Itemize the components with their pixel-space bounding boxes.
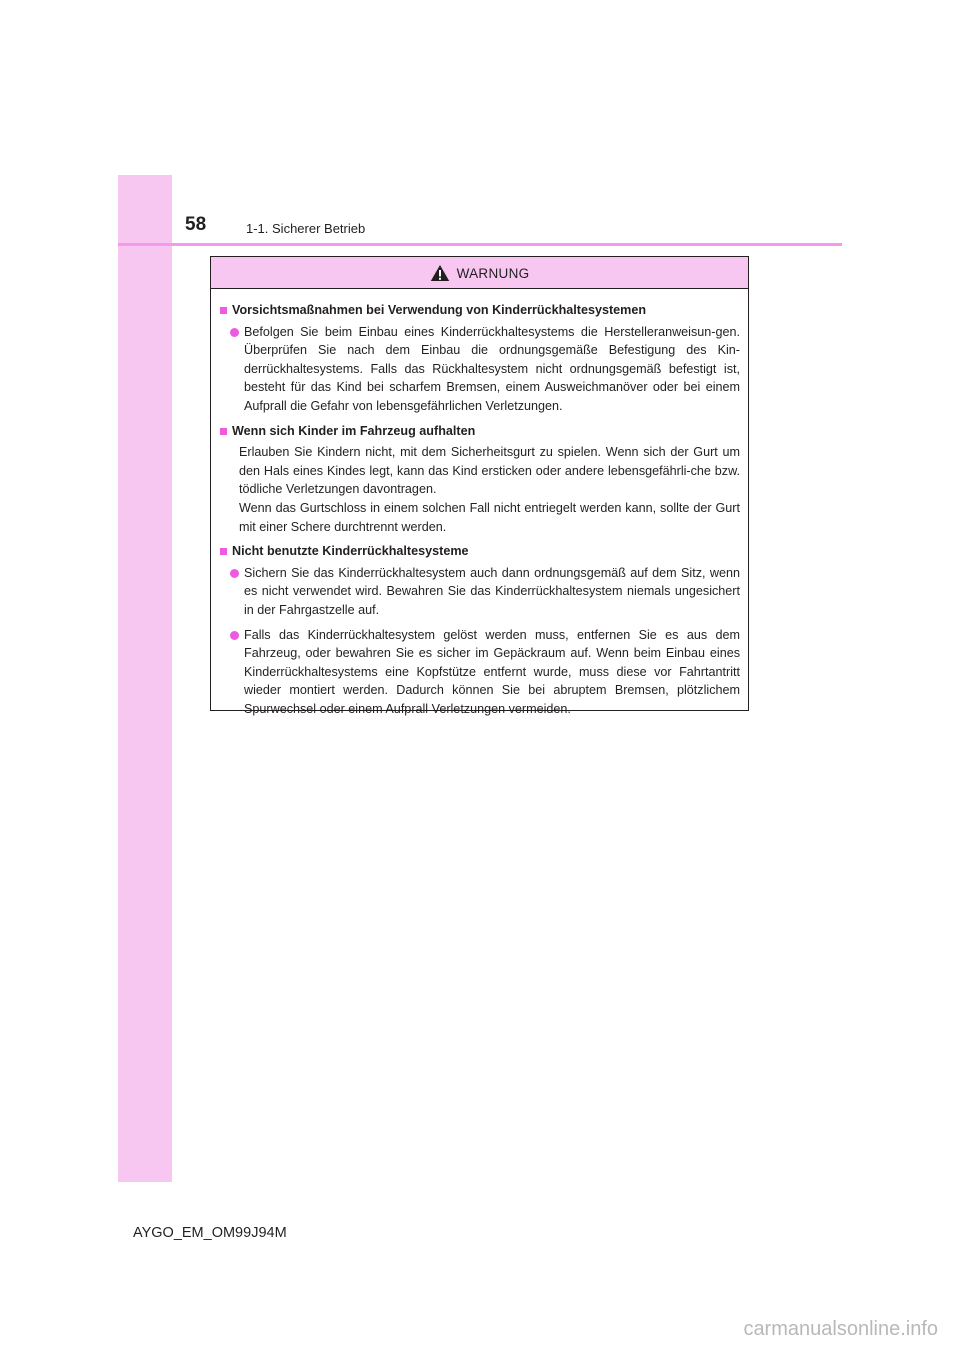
page-number: 58 [185, 214, 207, 235]
paragraph: Erlauben Sie Kindern nicht, mit dem Sicherheitsgurt zu spielen. Wenn sich der Gurt um den Hals eines Kindes legt, kann das Kind ersticken oder andere lebensgefährli-che bzw. tödliche Verletzungen davontragen. [239, 445, 740, 497]
circle-bullet-icon [230, 631, 239, 640]
section-title: 1-1. Sicherer Betrieb [246, 221, 366, 236]
warning-header [211, 257, 748, 289]
section-heading-text: Wenn sich Kinder im Fahrzeug aufhalten [232, 423, 476, 438]
section-heading-text: Vorsichtsmaßnahmen bei Verwendung von Kinderrückhaltesystemen [232, 303, 647, 317]
document-code: AYGO_EM_OM99J94M [133, 1225, 287, 1241]
list-item-text: Sichern Sie das Kinderrückhaltesystem auch dann ordnungsgemäß auf dem Sitz, wenn es nicht verwendet wird. Bewahren Sie das Kinderrückhaltesystem niemals ungesichert in der Fahrgastzelle auf. [244, 565, 740, 617]
list-item-text: Befolgen Sie beim Einbau eines Kinderrückhaltesystems die Herstelleranweisun-gen. Überprüfen Sie nach dem Einbau die ordnungsgemäße Befestigung des Kin-derrückhaltesystems. Falls das Rückhaltesystem nicht ordnungsgemäß befestigt ist, besteht für das Kind bei scharfem Bremsen, einem Ausweichmanöver oder bei einem Aufprall die Gefahr von lebensgefährlichen Verletzungen. [244, 324, 740, 413]
square-bullet-icon [220, 548, 227, 555]
square-bullet-icon [220, 307, 227, 314]
watermark: carmanualsonline.info [743, 1318, 938, 1340]
warning-title: WARNUNG [456, 265, 530, 281]
warning-box [210, 256, 749, 716]
side-color-strip [118, 175, 172, 1182]
section-heading [219, 301, 740, 320]
section-heading [219, 422, 740, 441]
list-item [230, 564, 740, 620]
paragraph: Wenn das Gurtschloss in einem solchen Fall nicht entriegelt werden kann, sollte der Gurt mit einer Schere durchtrennt werden. [239, 500, 740, 534]
warning-body [211, 289, 748, 718]
circle-bullet-icon [230, 328, 239, 337]
section-heading-text: Nicht benutzte Kinderrückhaltesysteme [232, 544, 469, 559]
square-bullet-icon [220, 428, 227, 435]
list-item [230, 323, 740, 416]
circle-bullet-icon [230, 569, 239, 578]
header-rule [118, 243, 842, 246]
section-heading [219, 542, 740, 561]
list-item-text: Falls das Kinderrückhaltesystem gelöst werden muss, entfernen Sie es aus dem Fahrzeug, oder bewahren Sie es sicher im Gepäckraum auf. Wenn beim Einbau eines Kinderrückhaltesystems eine Kopfstütze entfernt wurde, muss diese vor Fahrtantritt wieder montiert werden. Dadurch können Sie bei abruptem Bremsen, plötzlichem Spurwechsel oder einem Aufprall Verletzungen vermeiden. [244, 627, 740, 716]
warning-triangle-icon [430, 264, 450, 282]
list-item [230, 626, 740, 719]
